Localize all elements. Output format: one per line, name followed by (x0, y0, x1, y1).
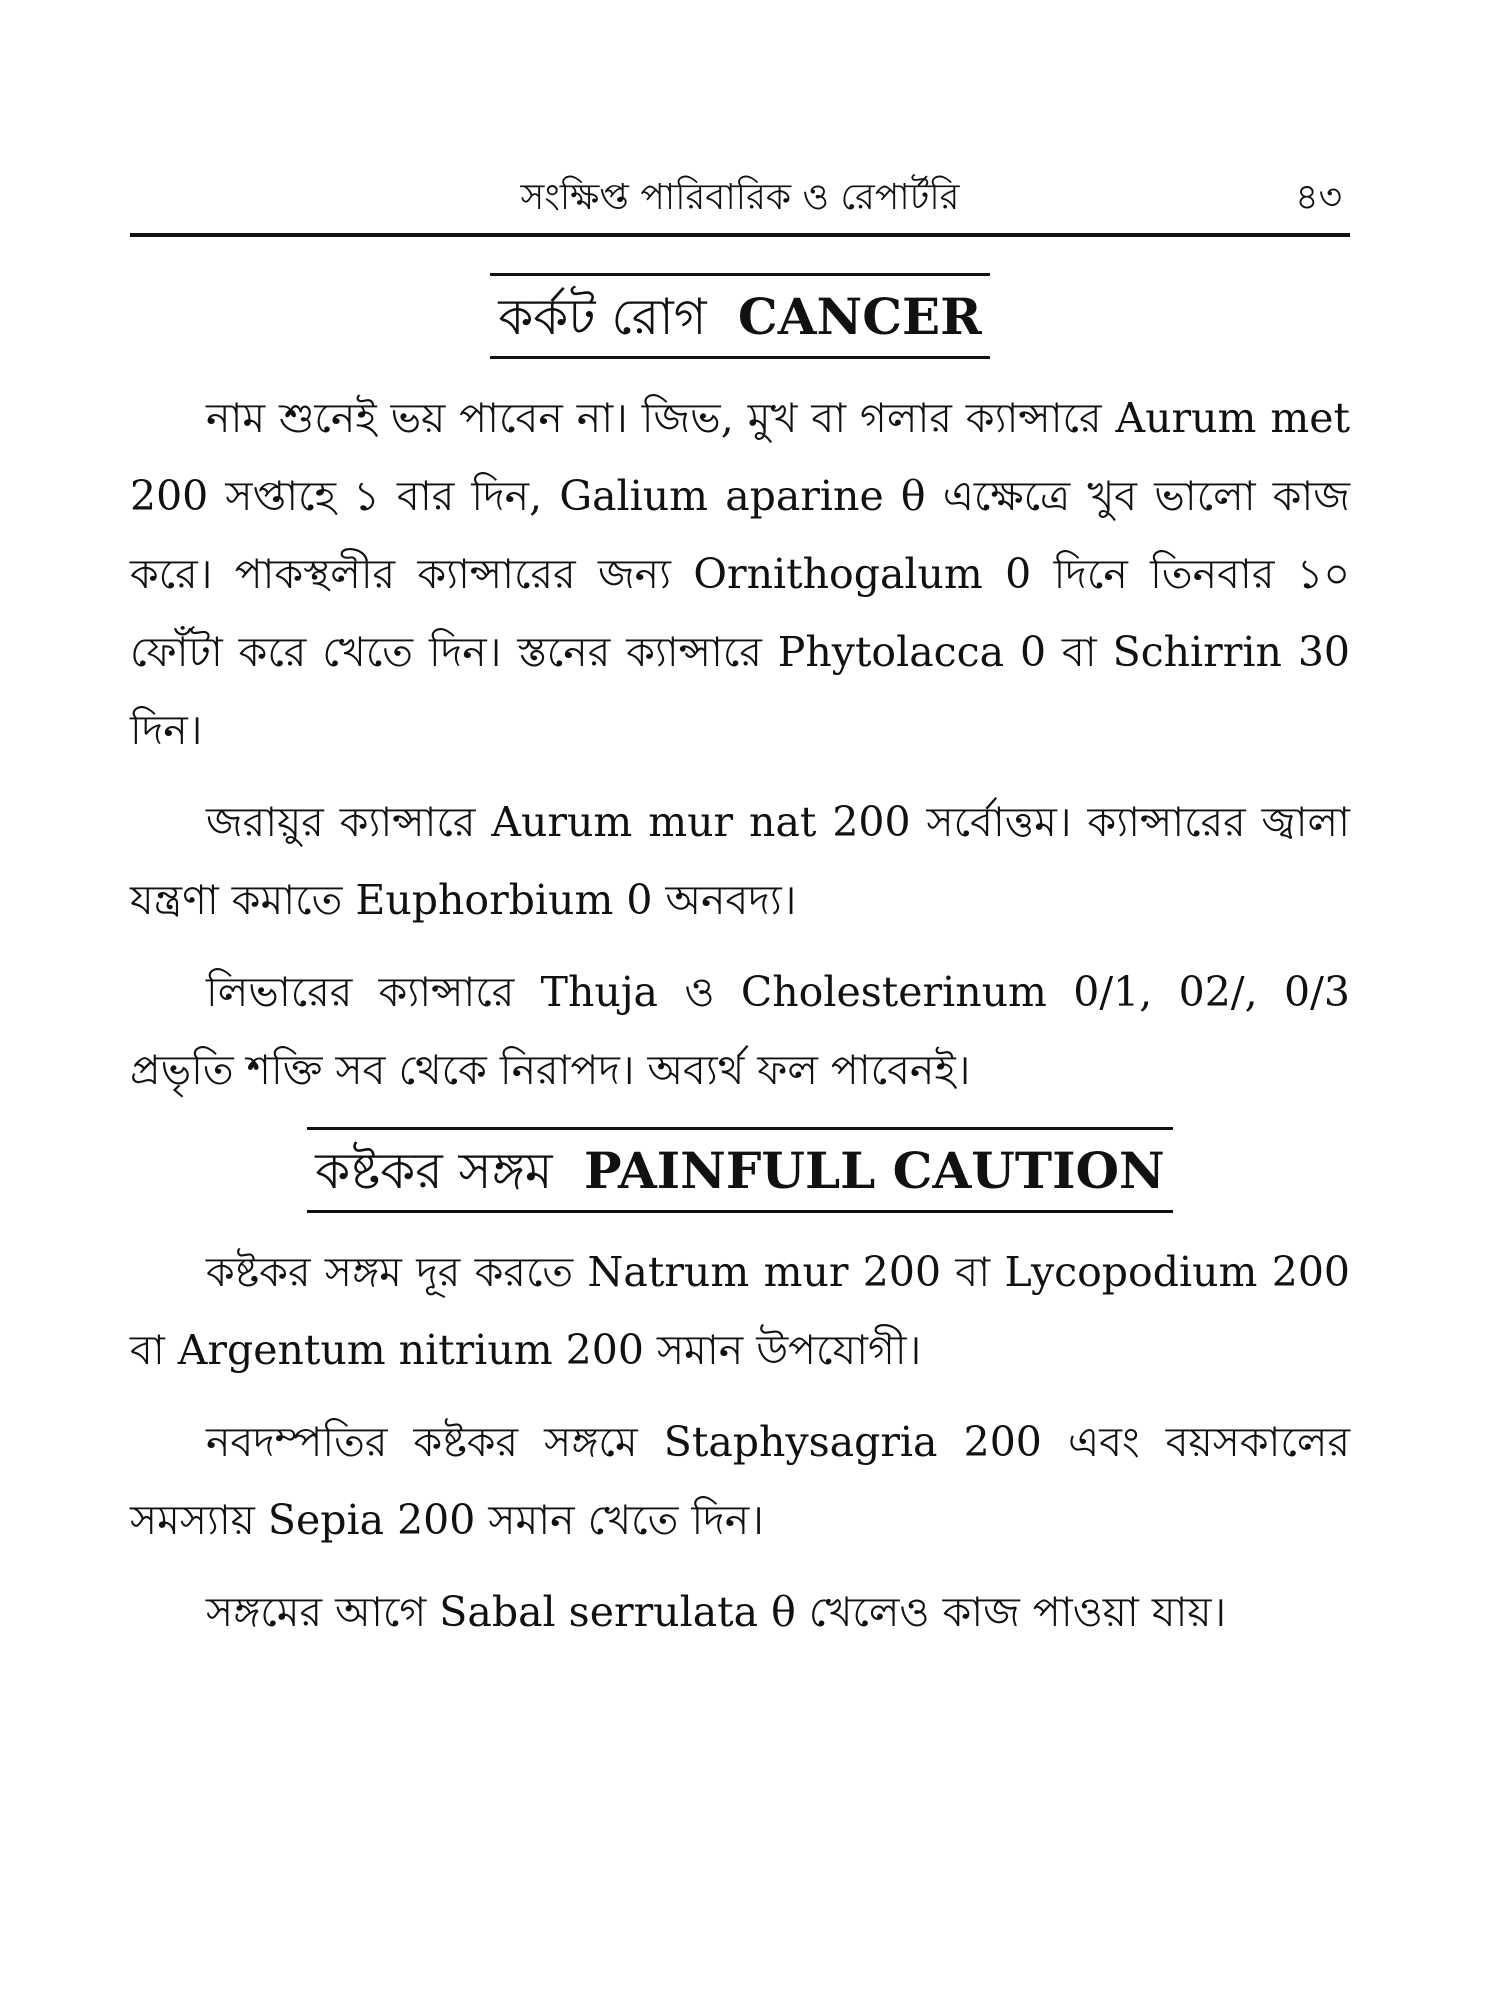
paragraph: লিভারের ক্যান্সারে Thuja ও Cholesterinum 0/1, 02/, 0/3 প্রভৃতি শক্তি সব থেকে নিরাপদ। অব্যর্থ ফল পাবেনই। (130, 968, 1350, 1094)
heading-english: PAINFULL CAUTION (584, 1141, 1165, 1200)
running-header (130, 165, 1350, 237)
heading-english: CANCER (737, 287, 982, 346)
section-heading-wrap (130, 273, 1350, 359)
paragraph: নবদম্পতির কষ্টকর সঙ্গমে Staphysagria 200 এবং বয়সকালের সমস্যায় Sepia 200 সমান খেতে দিন। (130, 1418, 1350, 1544)
section-heading (490, 273, 989, 359)
heading-bengali: কষ্টকর সঙ্গম (315, 1142, 553, 1200)
paragraph: কষ্টকর সঙ্গম দূর করতে Natrum mur 200 বা Lycopodium 200 বা Argentum nitrium 200 সমান উপযোগী। (130, 1248, 1350, 1374)
book-page (130, 165, 1350, 1945)
heading-bengali: কর্কট রোগ (498, 288, 707, 346)
cancer-section (130, 273, 1350, 1109)
section-heading (307, 1127, 1172, 1213)
paragraph: সঙ্গমের আগে Sabal serrulata θ খেলেও কাজ পাওয়া যায়। (206, 1588, 1227, 1636)
painful-caution-section (130, 1127, 1350, 1651)
section-heading-wrap (130, 1127, 1350, 1213)
paragraph: জরায়ুর ক্যান্সারে Aurum mur nat 200 সর্বোত্তম। ক্যান্সারের জ্বালা যন্ত্রণা কমাতে Euphorbium 0 অনবদ্য। (130, 798, 1350, 924)
running-title: সংক্ষিপ্ত পারিবারিক ও রেপার্টরি (520, 177, 960, 218)
page-number: ৪৩ (1295, 177, 1342, 218)
paragraph: নাম শুনেই ভয় পাবেন না। জিভ, মুখ বা গলার ক্যান্সারে Aurum met 200 সপ্তাহে ১ বার দিন, Galium aparine θ এক্ষেত্রে খুব ভালো কাজ করে। পাকস্থলীর ক্যান্সারের জন্য Ornithogalum 0 দিনে তিনবার ১০ ফোঁটা করে খেতে দিন। স্তনের ক্যান্সারে Phytolacca 0 বা Schirrin 30 দিন। (130, 394, 1350, 754)
